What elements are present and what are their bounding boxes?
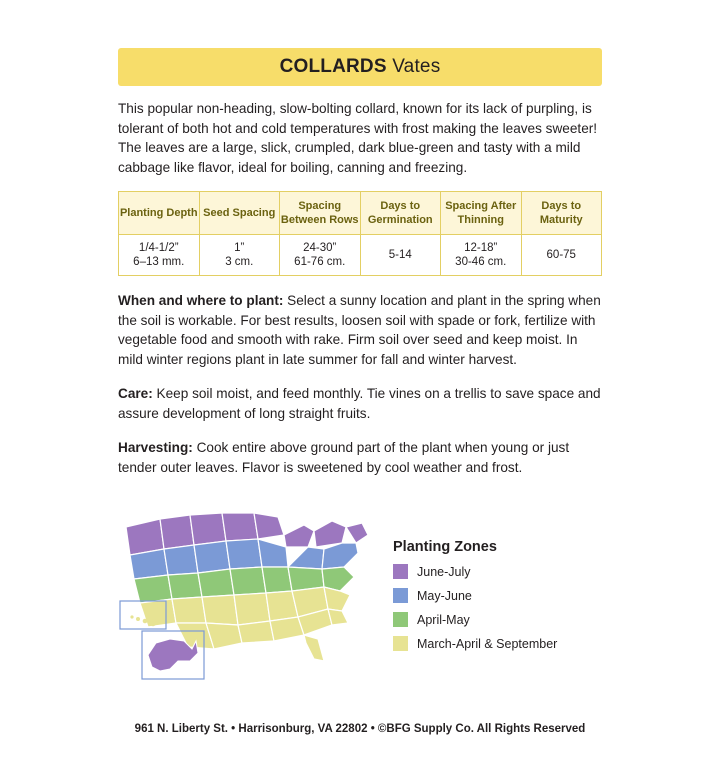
crop-name: COLLARDS [279, 56, 387, 77]
section-text: Select a sunny location and plant in the spring when the soil is workable. For best results, loosen soil with spade or fork, fertilize with vegetable food and smooth with rake. Firm soil over seed and keep moist. In mild winter regions plant in late summer for fall and winter harvest. [118, 293, 601, 367]
intro-paragraph: This popular non-heading, slow-bolting collard, known for its lack of purpling, is tolerant of both hot and cold temperatures with frost making the leaves sweeter! The leaves are a large, slick, crumpled, dark blue-green and tasty with a mild cabbage like flavor, ideal for boiling, canning and freezing. [118, 101, 598, 175]
legend-swatch-icon [393, 612, 408, 627]
section-lead: When and where to plant: [118, 293, 284, 308]
table-header-row [119, 192, 602, 235]
legend-item-label: May-June [417, 588, 472, 603]
legend-title: Planting Zones [393, 539, 497, 555]
section-text: Keep soil moist, and feed monthly. Tie vines on a trellis to save space and assure development of long straight fruits. [118, 386, 601, 421]
table-header-cell: Planting Depth [119, 192, 200, 235]
planting-zones-block [118, 491, 602, 691]
page-title [280, 56, 441, 78]
table-cell: 24-30” 61-76 cm. [280, 235, 361, 276]
legend-swatch-icon [393, 588, 408, 603]
header-banner [118, 48, 602, 86]
table-cell: 1/4-1/2” 6–13 mm. [119, 235, 200, 276]
legend-item-label: June-July [417, 564, 471, 579]
legend-item-label: March-April & September [417, 636, 558, 651]
table-header-cell: Days to Maturity [521, 192, 602, 235]
section-harvesting [118, 438, 602, 477]
legend-swatch-icon [393, 636, 408, 651]
table-row [119, 235, 602, 276]
legend-item-label: April-May [417, 612, 470, 627]
table-header-cell: Seed Spacing [199, 192, 280, 235]
legend-item [393, 636, 603, 651]
section-lead: Harvesting: [118, 440, 193, 455]
legend [393, 539, 603, 660]
seed-packet-page [0, 48, 720, 768]
legend-item [393, 564, 603, 579]
growing-spec-table [118, 191, 602, 276]
table-header-cell: Days to Germination [360, 192, 441, 235]
footer-text: 961 N. Liberty St. • Harrisonburg, VA 22802 • ©BFG Supply Co. All Rights Reserved [134, 723, 586, 735]
table-cell: 60-75 [521, 235, 602, 276]
legend-item [393, 612, 603, 627]
section-care [118, 384, 602, 423]
section-lead: Care: [118, 386, 153, 401]
table-cell: 5-14 [360, 235, 441, 276]
legend-swatch-icon [393, 564, 408, 579]
usa-planting-zone-map-icon [118, 491, 378, 681]
section-text: Cook entire above ground part of the plant when young or just tender outer leaves. Flavor is sweetened by cool weather and frost. [118, 440, 570, 475]
legend-item [393, 588, 603, 603]
table-header-cell: Spacing After Thinning [441, 192, 522, 235]
table-cell: 12-18” 30-46 cm. [441, 235, 522, 276]
table-cell: 1” 3 cm. [199, 235, 280, 276]
section-when-and-where-to-plant [118, 291, 602, 369]
table-header-cell: Spacing Between Rows [280, 192, 361, 235]
variety-name: Vates [392, 56, 441, 77]
